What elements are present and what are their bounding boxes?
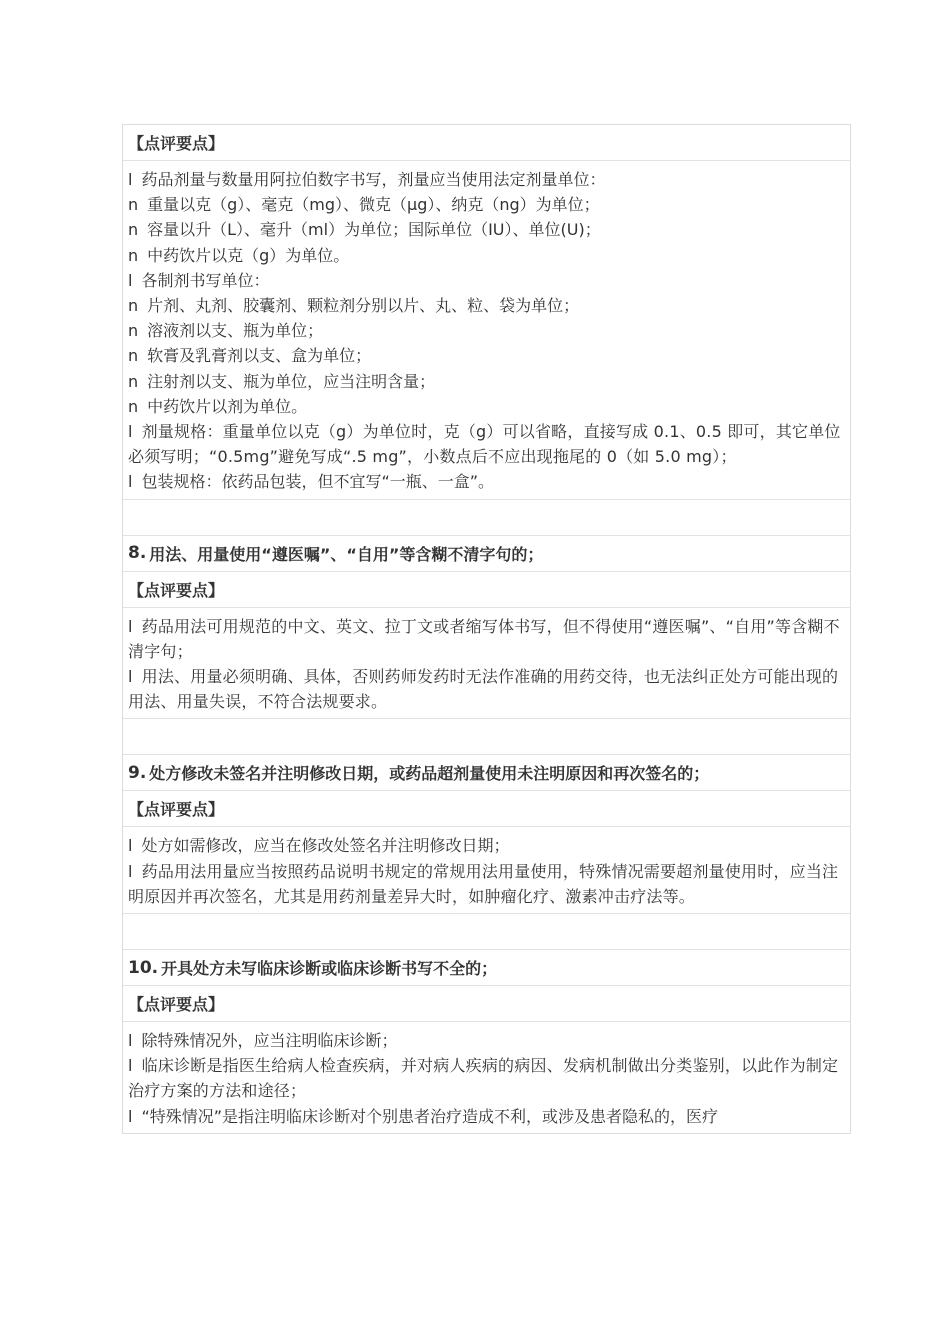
bullet-line: l 各制剂书写单位： (128, 270, 270, 290)
bullet-line: n 容量以升（L）、毫升（ml）为单位；国际单位（IU）、单位(U)； (128, 220, 601, 240)
review-points-body (123, 161, 850, 500)
bullet-line: l 包装规格：依药品包装，但不宜写“一瓶、一盒”。 (128, 472, 495, 492)
document-table (122, 124, 851, 1134)
review-points-heading: 【点评要点】 (123, 791, 850, 827)
bullet-line: n 注射剂以支、瓶为单位，应当注明含量； (128, 371, 436, 391)
bullet-line: n 片剂、丸剂、胶囊剂、颗粒剂分别以片、丸、粒、袋为单位； (128, 296, 580, 316)
bullet-line: l 药品用法用量应当按照药品说明书规定的常规用法用量使用，特殊情况需要超剂量使用时，应当注明原因并再次签名，尤其是用药剂量差异大时，如肿瘤化疗、激素冲击疗法等。 (128, 861, 839, 906)
bullet-line: l 剂量规格：重量单位以克（g）为单位时，克（g）可以省略，直接写成 0.1、0.5 即可，其它单位必须写明；“0.5mg”避免写成“.5 mg”，小数点后不应出现拖尾的 0（如 5.0 mg）； (128, 422, 841, 467)
bullet-line: l 药品剂量与数量用阿拉伯数字书写，剂量应当使用法定剂量单位： (128, 170, 606, 189)
review-points-body (123, 1022, 850, 1133)
bullet-line: n 重量以克（g）、毫克（mg）、微克（μg）、纳克（ng）为单位； (128, 195, 600, 215)
review-points-body (123, 827, 850, 914)
bullet-line: n 中药饮片以剂为单位。 (128, 396, 308, 416)
bullet-line: n 软膏及乳膏剂以支、盒为单位； (128, 346, 372, 366)
bullet-line: l 临床诊断是指医生给病人检查疾病，并对病人疾病的病因、发病机制做出分类鉴别，以此作为制定治疗方案的方法和途径； (128, 1056, 839, 1101)
bullet-line: l 用法、用量必须明确、具体，否则药师发药时无法作准确的用药交待，也无法纠正处方可能出现的用法、用量失误，不符合法规要求。 (128, 667, 839, 712)
spacer-row (123, 719, 850, 755)
bullet-line: l “特殊情况”是指注明临床诊断对个别患者治疗造成不利，或涉及患者隐私的，医疗 (128, 1106, 719, 1126)
bullet-line: n 中药饮片以克（g）为单位。 (128, 245, 350, 265)
review-points-body (123, 608, 850, 720)
bullet-line: l 除特殊情况外，应当注明临床诊断； (128, 1031, 398, 1051)
review-points-heading: 【点评要点】 (123, 986, 850, 1022)
section-heading: 9. 处方修改未签名并注明修改日期，或药品超剂量使用未注明原因和再次签名的； (123, 755, 850, 791)
bullet-line: n 溶液剂以支、瓶为单位； (128, 321, 324, 341)
section-heading: 8. 用法、用量使用“遵医嘱”、“自用”等含糊不清字句的； (123, 536, 850, 572)
spacer-row (123, 500, 850, 536)
bullet-line: l 药品用法可用规范的中文、英文、拉丁文或者缩写体书写，但不得使用“遵医嘱”、“自用”等含糊不清字句； (128, 616, 840, 661)
section-heading: 10. 开具处方未写临床诊断或临床诊断书写不全的； (123, 950, 850, 986)
review-points-heading: 【点评要点】 (123, 572, 850, 608)
bullet-line: l 处方如需修改，应当在修改处签名并注明修改日期； (128, 836, 510, 856)
spacer-row (123, 914, 850, 950)
review-points-heading: 【点评要点】 (123, 125, 850, 161)
